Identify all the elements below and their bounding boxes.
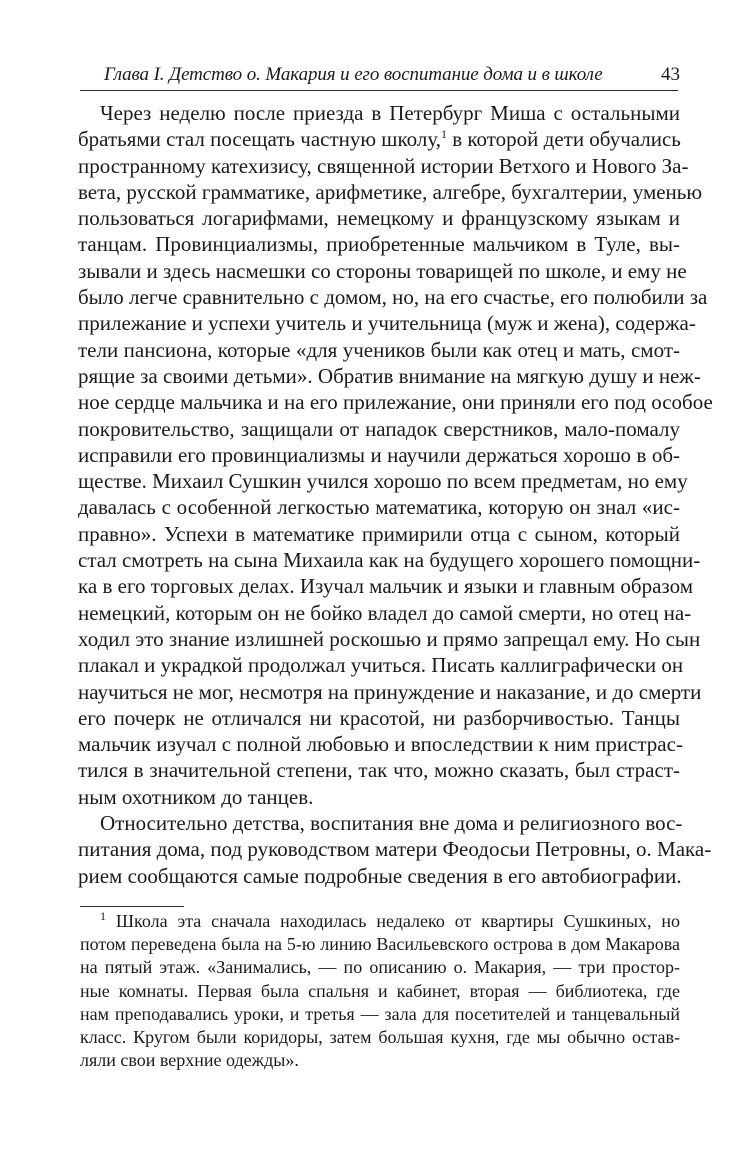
text-line: мальчик изучал с полной любовью и впоследствии к ним пристрас-	[78, 732, 683, 757]
text-line: давалась с особенной легкостью математика, которую он знал «ис-	[78, 495, 680, 520]
text-line: тился в значительной степени, так что, можно сказать, был страст-	[78, 758, 680, 783]
footnote-line: на пятый этаж. «Занимались, — по описанию о. Макария, — три простор-	[80, 957, 680, 978]
footnote-line: $^1$ Школа эта сначала находилась недалеко от квартиры Сушкиных, но	[100, 909, 680, 931]
text-line: стал смотреть на сына Михаила как на будущего хорошего помощни-	[78, 548, 701, 573]
text-line: немецкий, которым он не бойко владел до самой смерти, но отец на-	[78, 600, 692, 625]
footnote-line: нам преподавались уроки, и третья — зала для посетителей и танцевальный	[80, 1003, 680, 1024]
text-line: исправили его провинциализмы и научили держаться хорошо в об-	[78, 442, 680, 467]
text-line: танцам. Провинциализмы, приобретенные мальчиком в Туле, вы-	[78, 232, 680, 257]
footnote-ref[interactable]: 1	[440, 127, 447, 142]
text-line: тели пансиона, которые «для учеников были как отец и мать, смот-	[78, 337, 680, 362]
footnote-line: ные комнаты. Первая была спальня и кабинет, вторая — библиотека, где	[80, 980, 680, 1001]
text-line: питания дома, под руководством матери Феодосьи Петровны, о. Мака-	[78, 837, 712, 862]
text-line: рящие за своими детьми». Обратив внимание на мягкую душу и неж-	[78, 363, 701, 388]
text-line: правно». Успехи в математике примирили отца с сыном, который	[78, 521, 680, 546]
text-line: рием сообщаются самые подробные сведения в его автобиографии.	[78, 863, 682, 888]
paragraph-1	[78, 100, 713, 810]
text-line: было легче сравнительно с домом, но, на его счастье, его полюбили за	[78, 285, 708, 310]
text-line: его почерк не отличался ни красотой, ни разборчивостью. Танцы	[78, 705, 680, 730]
running-title: Глава I. Детство о. Макария и его воспитание дома и в школе	[104, 64, 603, 85]
footnote-marker: 1	[100, 909, 106, 923]
header-rule	[80, 90, 678, 91]
text-line: вета, русской грамматике, арифметике, алгебре, бухгалтерии, уменью	[78, 179, 703, 204]
footnote	[80, 910, 680, 1072]
text-line: Через неделю после приезда в Петербург Миша с остальными	[100, 101, 680, 125]
page-number: 43	[661, 64, 680, 85]
text-line: прилежание и успехи учитель и учительница (муж и жена), содержа-	[78, 311, 696, 336]
text-line: зывали и здесь насмешки со стороны товарищей по школе, и ему не	[78, 258, 687, 283]
footnote-line: ляли свои верхние одежды».	[80, 1050, 299, 1071]
text-line-with-footnote-ref: братьями стал посещать частную школу,$^1$ в которой дети обучались	[78, 127, 681, 152]
text-line: ным охотником до танцев.	[78, 784, 314, 809]
text-line: Относительно детства, воспитания вне дома и религиозного вос-	[100, 811, 683, 836]
footnote-line: класс. Кругом были коридоры, затем большая кухня, где мы обычно остав-	[80, 1027, 680, 1048]
text-line: плакал и украдкой продолжал учиться. Писать каллиграфически он	[78, 653, 684, 678]
text-line: ществе. Михаил Сушкин учился хорошо по всем предметам, но ему	[78, 469, 688, 494]
text-line: научиться не мог, несмотря на принуждение и наказание, и до смерти	[78, 679, 702, 704]
text-line: пользоваться логарифмами, немецкому и французскому языкам и	[78, 206, 680, 231]
footnote-line: потом переведена была на 5-ю линию Васильевского острова в дом Макарова	[80, 934, 680, 955]
main-text	[78, 100, 713, 889]
text-line: ка в его торговых делах. Изучал мальчик и языки и главным образом	[78, 574, 693, 599]
text-line: покровительство, защищали от нападок сверстников, мало-помалу	[78, 416, 680, 441]
footnote-rule	[80, 906, 184, 907]
text-line: ходил это знание излишней роскошью и прямо запрещал ему. Но сын	[78, 626, 701, 651]
running-head	[80, 60, 680, 88]
paragraph-2	[78, 810, 712, 889]
text-line: пространному катехизису, священной истории Ветхого и Нового За-	[78, 153, 689, 178]
text-line: ное сердце мальчика и на его прилежание, они приняли его под особое	[78, 390, 713, 415]
